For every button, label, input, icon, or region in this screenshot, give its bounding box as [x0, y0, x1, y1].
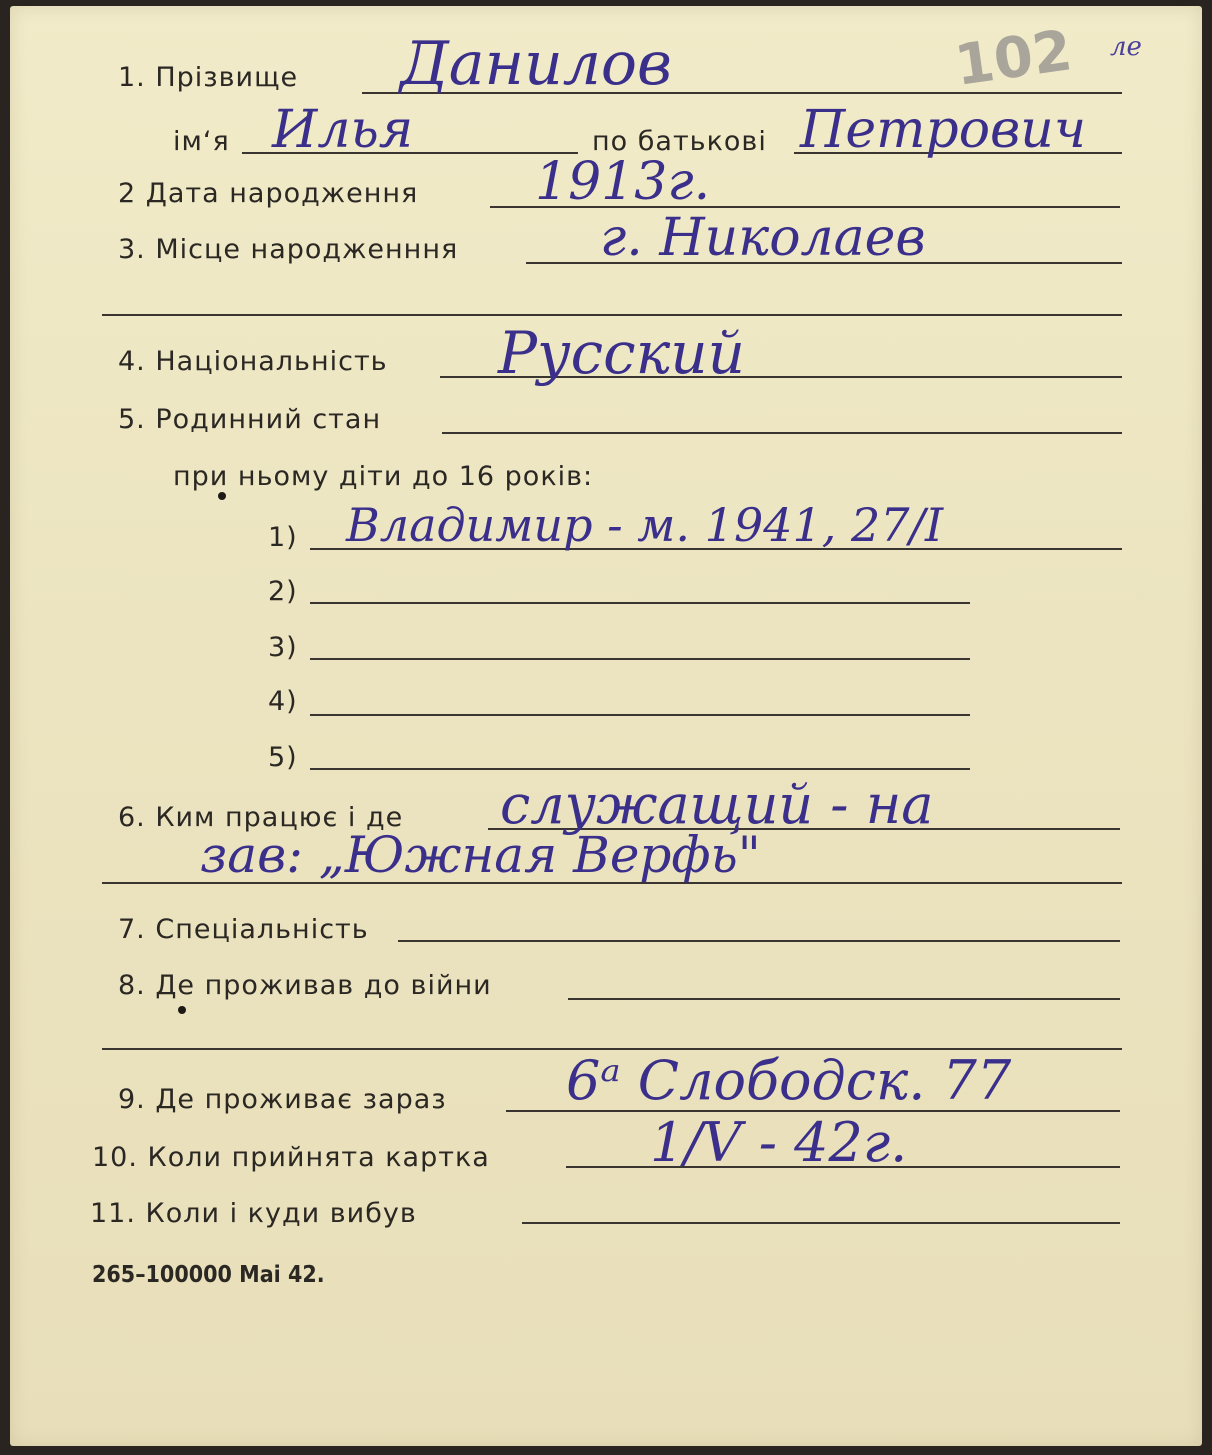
work-value-line1: служащий - на: [500, 773, 934, 836]
child-1-value: Владимир - м. 1941, 27/I: [346, 498, 944, 552]
birth-date-label: 2 Дата народження: [118, 178, 419, 209]
patronymic-value: Петрович: [800, 100, 1087, 160]
archive-number: 102: [951, 18, 1076, 99]
child-4-line: [310, 714, 970, 716]
ink-blot: [218, 492, 226, 500]
nationality-value: Русский: [498, 319, 745, 387]
prewar-residence-label: 8. Де проживав до війни: [118, 970, 492, 1001]
card-accepted-label: 10. Коли прийнята картка: [92, 1142, 490, 1173]
departed-line: [522, 1222, 1120, 1224]
card-accepted-value: 1/V - 42г.: [650, 1111, 908, 1174]
child-4-number: 4): [268, 686, 298, 717]
birth-place-label: 3. Місце народженння: [118, 234, 459, 265]
archive-suffix: ле: [1110, 32, 1142, 62]
name-label: ім‘я: [173, 126, 230, 157]
birth-place-value: г. Николаев: [600, 208, 926, 268]
name-value: Илья: [272, 100, 414, 160]
child-2-number: 2): [268, 576, 298, 607]
registration-card: [10, 6, 1202, 1446]
birth-place-line-2: [102, 314, 1122, 316]
work-label: 6. Ким працює і де: [118, 802, 404, 833]
birth-date-value: 1913г.: [535, 152, 711, 212]
work-value-line2: зав: „Южная Верфь": [200, 826, 761, 884]
family-status-line: [442, 432, 1122, 434]
ink-blot-2: [178, 1006, 186, 1014]
current-residence-label: 9. Де проживає зараз: [118, 1084, 447, 1115]
child-3-number: 3): [268, 632, 298, 663]
prewar-residence-line: [568, 998, 1120, 1000]
patronymic-label: по батькові: [592, 126, 767, 157]
current-residence-value: 6ᵃ Слободск. 77: [566, 1049, 1012, 1112]
specialty-line: [398, 940, 1120, 942]
child-5-number: 5): [268, 742, 298, 773]
nationality-label: 4. Національність: [118, 346, 388, 377]
child-5-line: [310, 768, 970, 770]
child-2-line: [310, 602, 970, 604]
children-label: при ньому діти до 16 років:: [173, 461, 594, 492]
family-status-label: 5. Родинний стан: [118, 404, 382, 435]
child-1-number: 1): [268, 522, 298, 553]
surname-value: Данилов: [400, 29, 672, 99]
surname-label: 1. Прізвище: [118, 62, 299, 93]
print-code: 265–100000 Маі 42.: [92, 1262, 325, 1288]
departed-label: 11. Коли і куди вибув: [90, 1198, 417, 1229]
child-3-line: [310, 658, 970, 660]
specialty-label: 7. Спеціальність: [118, 914, 369, 945]
